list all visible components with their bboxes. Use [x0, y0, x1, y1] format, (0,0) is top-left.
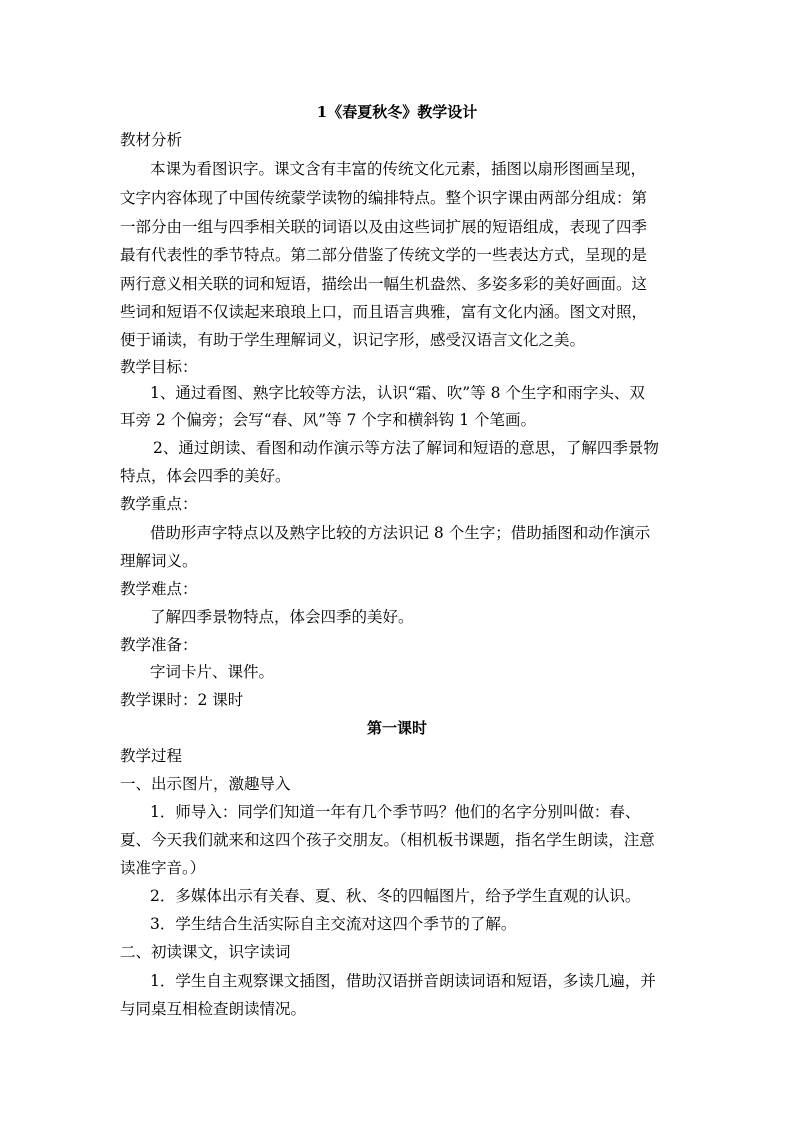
- part1-line: 读准字音。）: [120, 859, 206, 877]
- hours-line: 教学课时：2 课时: [120, 691, 244, 709]
- analysis-line: 两行意义相关联的词和短语，描绘出一幅生机盎然、多姿多彩的美好画面。这: [120, 275, 648, 293]
- part2-line: 与同桌互相检查朗读情况。: [120, 1000, 307, 1018]
- goals-line: 2、通过朗读、看图和动作演示等方法了解词和短语的意思，了解四季景物: [153, 439, 659, 457]
- analysis-heading: 教材分析: [120, 131, 183, 149]
- difficulty-line: 了解四季景物特点，体会四季的美好。: [150, 608, 414, 626]
- goals-line: 耳旁 2 个偏旁；会写“春、风”等 7 个字和横斜钩 1 个笔画。: [120, 411, 536, 429]
- analysis-line: 一部分由一组与四季相关联的词语以及由这些词扩展的短语组成，表现了四季: [120, 218, 648, 236]
- key-heading: 教学重点：: [120, 495, 198, 513]
- prep-heading: 教学准备：: [120, 636, 198, 654]
- analysis-line: 最有代表性的季节特点。第二部分借鉴了传统文学的一些表达方式，呈现的是: [120, 246, 648, 264]
- goals-heading: 教学目标：: [120, 358, 198, 376]
- prep-line: 字词卡片、课件。: [150, 663, 275, 681]
- lesson-subtitle: 第一课时: [366, 719, 427, 737]
- goals-line: 1、通过看图、熟字比较等方法，认识“霜、吹”等 8 个生字和雨字头、双: [150, 384, 645, 402]
- analysis-line: 本课为看图识字。课文含有丰富的传统文化元素，插图以扇形图画呈现，: [150, 160, 647, 178]
- analysis-line: 便于诵读，有助于学生理解词义，识记字形，感受汉语言文化之美。: [120, 331, 586, 349]
- part1-line: 夏、今天我们就来和这四个孩子交朋友。（相机板书课题，指名学生朗读，注意: [120, 831, 655, 849]
- part1-line: 2．多媒体出示有关春、夏、秋、冬的四幅图片，给予学生直观的认识。: [150, 887, 641, 905]
- process-heading: 教学过程: [120, 747, 183, 765]
- key-line: 借助形声字特点以及熟字比较的方法识记 8 个生字；借助插图和动作演示: [150, 524, 651, 542]
- difficulty-heading: 教学难点：: [120, 580, 198, 598]
- analysis-line: 些词和短语不仅读起来琅琅上口，而且语言典雅，富有文化内涵。图文对照，: [120, 303, 648, 321]
- document-title: 1《春夏秋冬》教学设计: [316, 103, 478, 121]
- key-line: 理解词义。: [120, 552, 198, 570]
- part1-line: 1．师导入：同学们知道一年有几个季节吗？他们的名字分别叫做：春、: [150, 803, 641, 821]
- part2-heading: 二、初读课文，识字读词: [120, 943, 291, 961]
- part1-line: 3．学生结合生活实际自主交流对这四个季节的了解。: [150, 915, 517, 933]
- analysis-line: 文字内容体现了中国传统蒙学读物的编排特点。整个识字课由两部分组成：第: [120, 189, 648, 207]
- goals-line: 特点，体会四季的美好。: [120, 467, 291, 485]
- part2-line: 1．学生自主观察课文插图，借助汉语拼音朗读词语和短语，多读几遍，并: [150, 972, 656, 990]
- part1-heading: 一、出示图片，激趣导入: [120, 775, 291, 793]
